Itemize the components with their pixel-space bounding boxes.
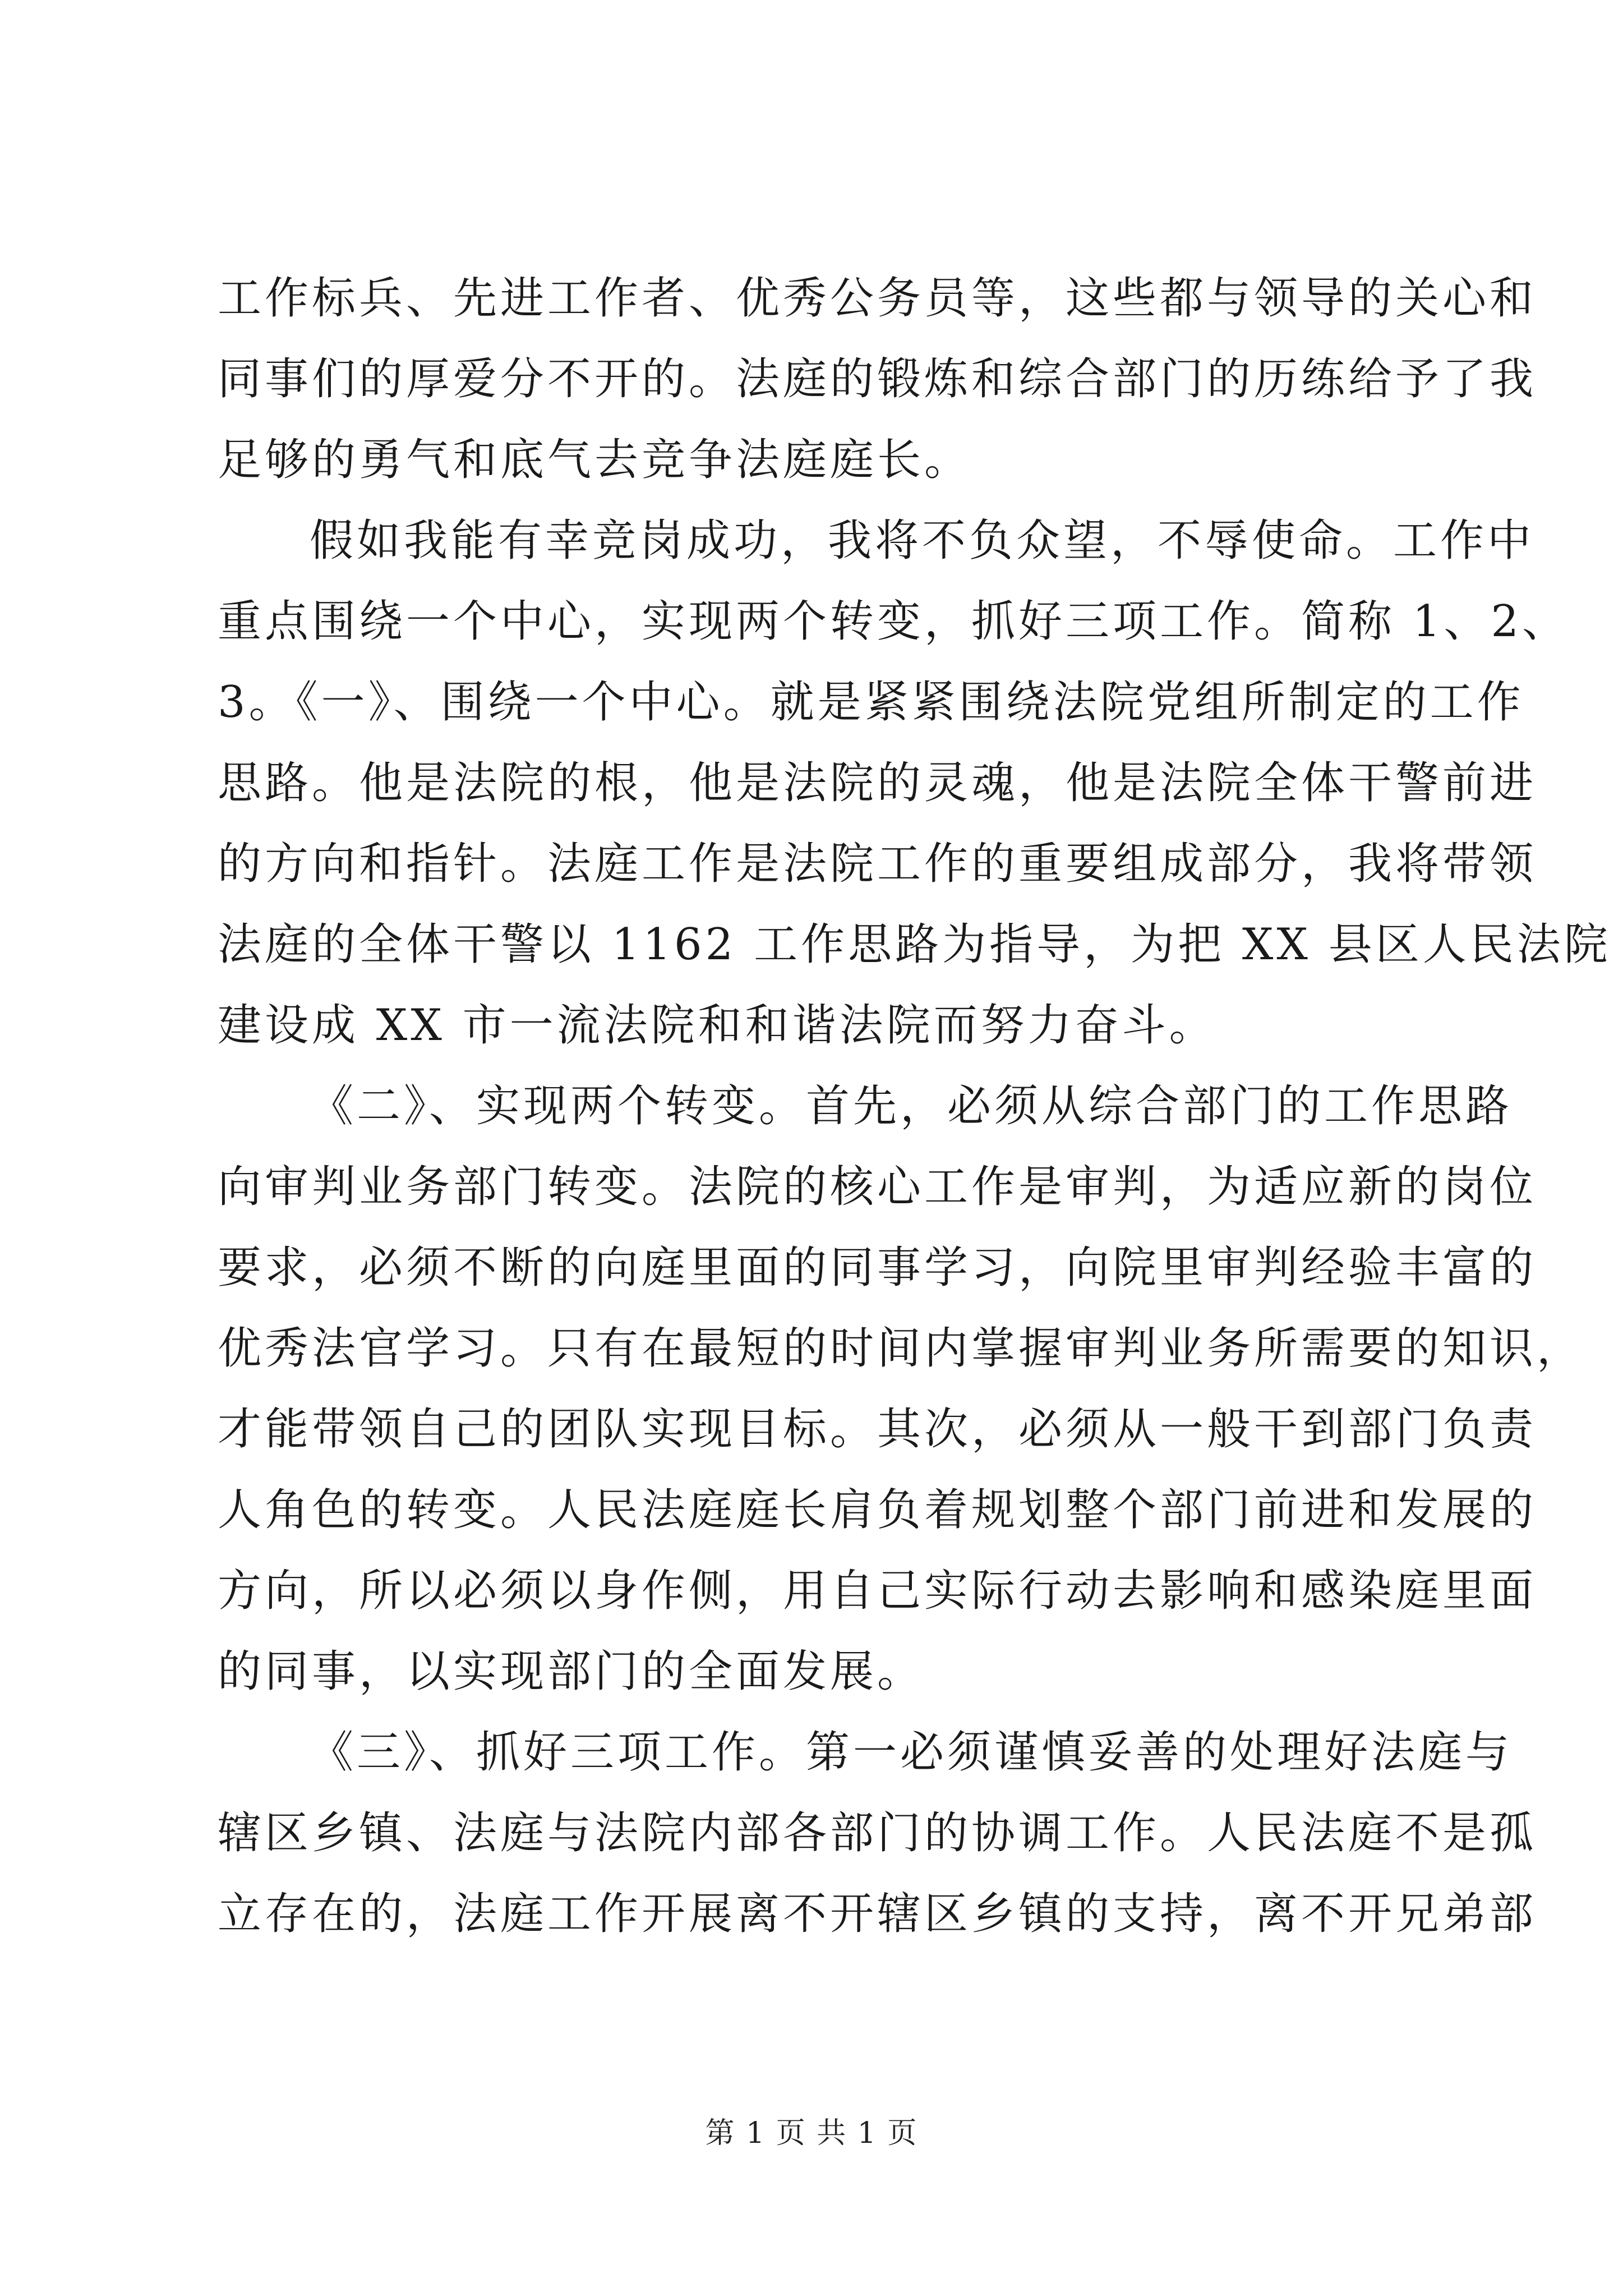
document-body (218, 258, 1611, 1954)
text-line: 向审判业务部门转变。法院的核心工作是审判，为适应新的岗位 (218, 1162, 1537, 1212)
text-line: 的方向和指针。法庭工作是法院工作的重要组成部分，我将带领 (218, 839, 1537, 889)
text-line: 方向，所以必须以身作侧，用自己实际行动去影响和感染庭里面 (218, 1566, 1537, 1616)
text-line: 足够的勇气和底气去竞争法庭庭长。 (218, 435, 972, 485)
text-line: 同事们的厚爱分不开的。法庭的锻炼和综合部门的历练给予了我 (218, 354, 1537, 404)
text-line: 优秀法官学习。只有在最短的时间内掌握审判业务所需要的知识， (218, 1323, 1584, 1374)
paragraph-first-line: 《三》、抓好三项工作。第一必须谨慎妥善的处理好法庭与 (310, 1727, 1513, 1778)
paragraph-first-line: 《二》、实现两个转变。首先，必须从综合部门的工作思路 (310, 1081, 1513, 1131)
text-line: 思路。他是法院的根，他是法院的灵魂，他是法院全体干警前进 (218, 758, 1537, 808)
paragraph-first-line: 假如我能有幸竞岗成功，我将不负众望，不辱使命。工作中 (310, 516, 1535, 566)
text-line: 人角色的转变。人民法庭庭长肩负着规划整个部门前进和发展的 (218, 1485, 1537, 1535)
page-footer (0, 2114, 1623, 2153)
text-line: 3。《一》、围绕一个中心。就是紧紧围绕法院党组所制定的工作 (218, 677, 1524, 728)
text-line: 要求，必须不断的向庭里面的同事学习，向院里审判经验丰富的 (218, 1243, 1537, 1293)
text-line: 法庭的全体干警以 1162 工作思路为指导，为把 XX 县区人民法院 (218, 919, 1611, 970)
text-line: 工作标兵、先进工作者、优秀公务员等，这些都与领导的关心和 (218, 273, 1537, 324)
page-number-label: 第 1 页 共 1 页 (705, 2116, 918, 2150)
text-line: 重点围绕一个中心，实现两个转变，抓好三项工作。简称 1、2、 (218, 596, 1570, 647)
text-line: 的同事，以实现部门的全面发展。 (218, 1646, 925, 1697)
text-line: 辖区乡镇、法庭与法院内部各部门的协调工作。人民法庭不是孤 (218, 1808, 1537, 1858)
text-line: 建设成 XX 市一流法院和和谐法院而努力奋斗。 (218, 1000, 1216, 1051)
text-line: 立存在的，法庭工作开展离不开辖区乡镇的支持，离不开兄弟部 (218, 1889, 1537, 1939)
text-line: 才能带领自己的团队实现目标。其次，必须从一般干到部门负责 (218, 1404, 1537, 1455)
